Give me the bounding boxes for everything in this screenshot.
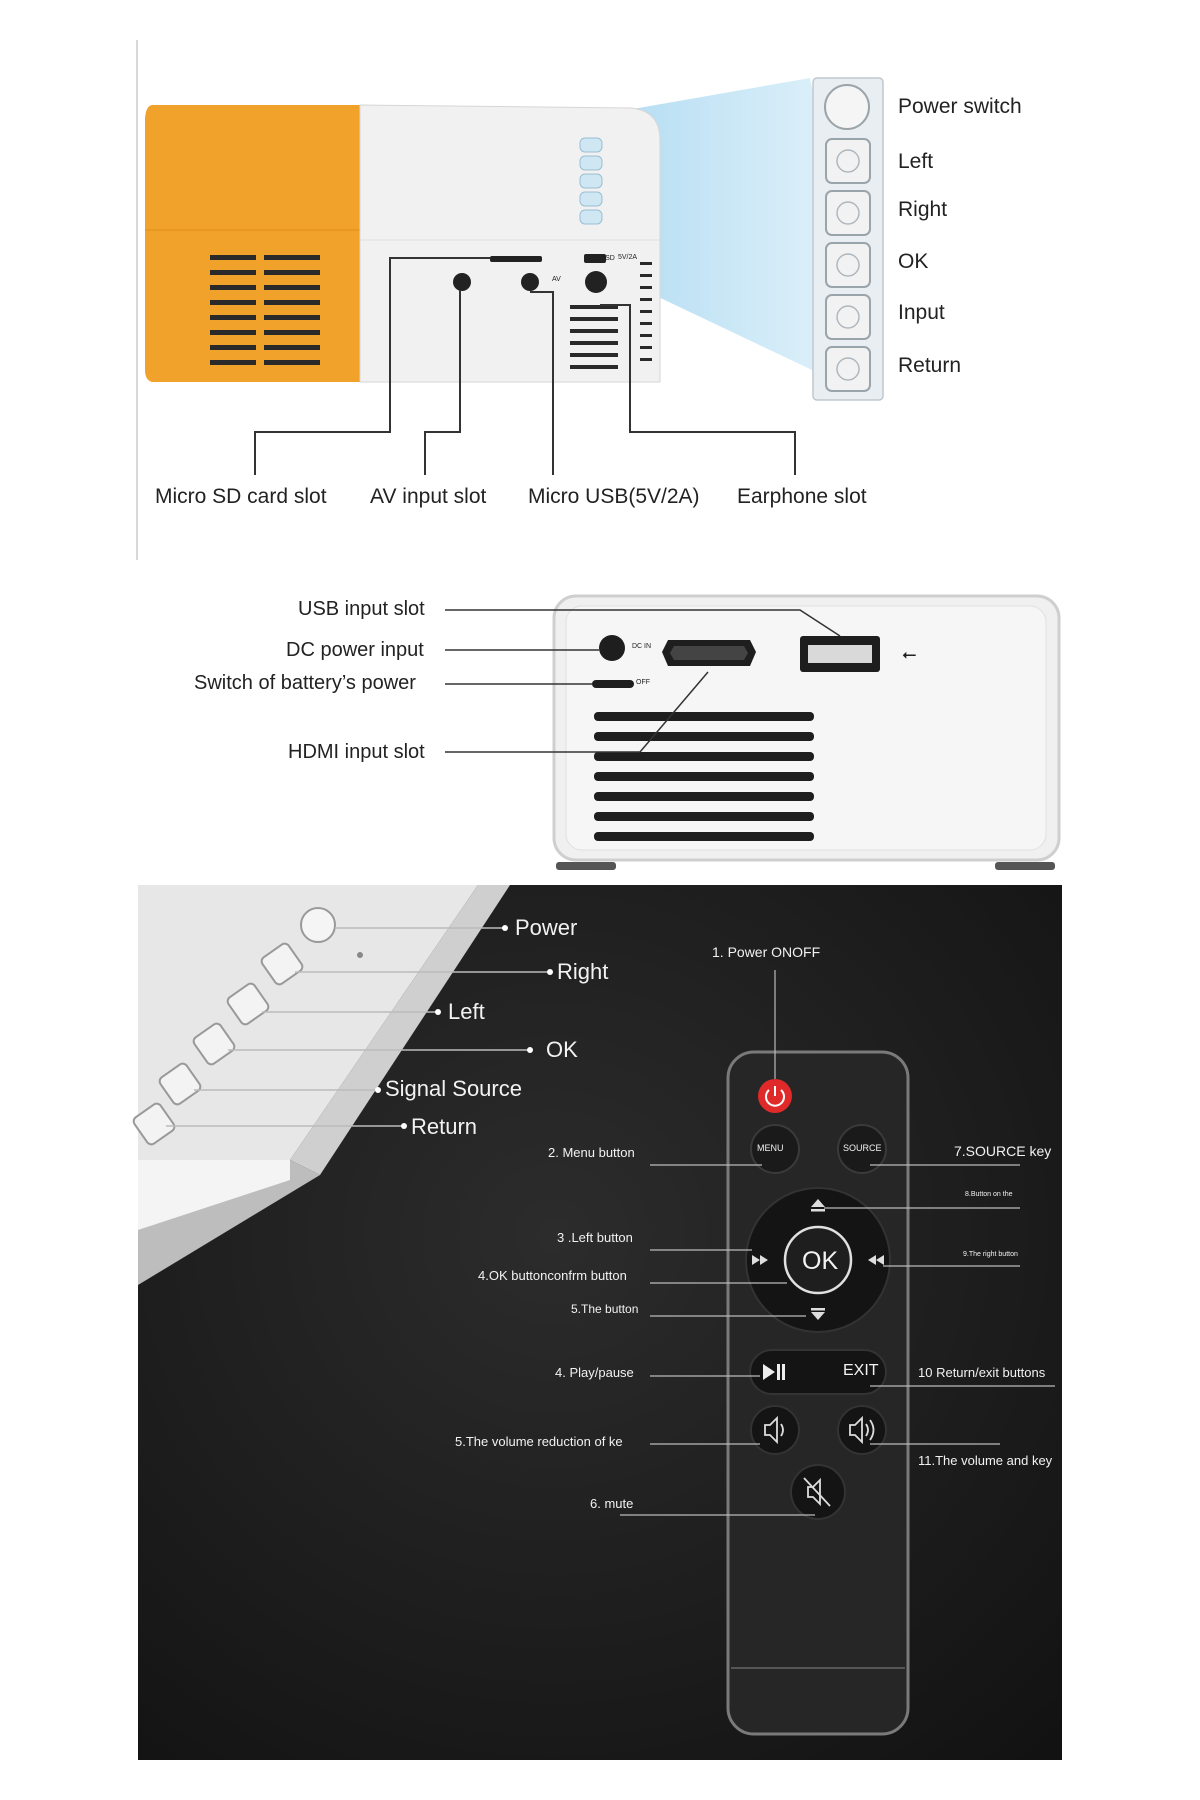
label-volume-up: 11.The volume and key <box>918 1453 1053 1468</box>
usb-symbol-icon: ⭠ <box>902 644 917 665</box>
label-left-button: 3 .Left button <box>557 1230 633 1245</box>
label-micro-sd: Micro SD card slot <box>155 485 327 508</box>
label-menu-button: 2. Menu button <box>548 1145 635 1160</box>
label-right: Right <box>898 198 948 221</box>
label-power-switch: Power switch <box>898 95 1022 118</box>
label-ok: OK <box>898 250 929 273</box>
exit-key-label: EXIT <box>843 1362 879 1379</box>
top-power-button <box>301 908 335 942</box>
ok-key-label: OK <box>802 1247 839 1275</box>
label-play-pause: 4. Play/pause <box>555 1365 634 1380</box>
label-button-on-the: 8.Button on the <box>965 1191 1013 1198</box>
label-source-key: 7.SOURCE key <box>954 1143 1052 1159</box>
dc-in-mark: DC IN <box>632 643 652 650</box>
label-top-left: Left <box>448 999 485 1024</box>
label-av-input: AV input slot <box>370 485 487 508</box>
av-mark: AV <box>552 276 561 283</box>
label-volume-down: 5.The volume reduction of ke <box>455 1434 623 1449</box>
label-dc-power: DC power input <box>286 639 424 661</box>
label-battery-switch: Switch of battery’s power <box>194 672 416 694</box>
label-top-power: Power <box>515 915 578 940</box>
label-right-button: 9.The right button <box>963 1251 1018 1258</box>
label-earphone: Earphone slot <box>737 485 867 508</box>
menu-key-label: MENU <box>757 1143 784 1153</box>
label-left: Left <box>898 150 934 173</box>
label-power-onoff: 1. Power ONOFF <box>712 944 821 960</box>
label-usb-input: USB input slot <box>298 598 425 620</box>
label-ok-confirm: 4.OK buttonconfrm button <box>478 1268 627 1283</box>
label-hdmi-input: HDMI input slot <box>288 741 425 763</box>
label-mute: 6. mute <box>590 1496 634 1511</box>
volume-down-button <box>751 1406 799 1454</box>
label-top-signal-source: Signal Source <box>385 1076 522 1101</box>
label-the-button: 5.The button <box>571 1302 639 1316</box>
source-key-label: SOURCE <box>843 1143 882 1153</box>
usb-mark: 5V/2A <box>618 254 638 261</box>
label-input: Input <box>898 301 945 324</box>
label-return: Return <box>898 354 962 377</box>
label-top-right: Right <box>557 959 609 984</box>
sd-mark: MicroSD <box>588 255 615 262</box>
label-return-exit: 10 Return/exit buttons <box>918 1365 1046 1380</box>
label-top-ok: OK <box>546 1037 578 1062</box>
label-micro-usb: Micro USB(5V/2A) <box>528 485 700 508</box>
off-mark: OFF <box>636 679 650 686</box>
label-top-return: Return <box>411 1114 478 1139</box>
